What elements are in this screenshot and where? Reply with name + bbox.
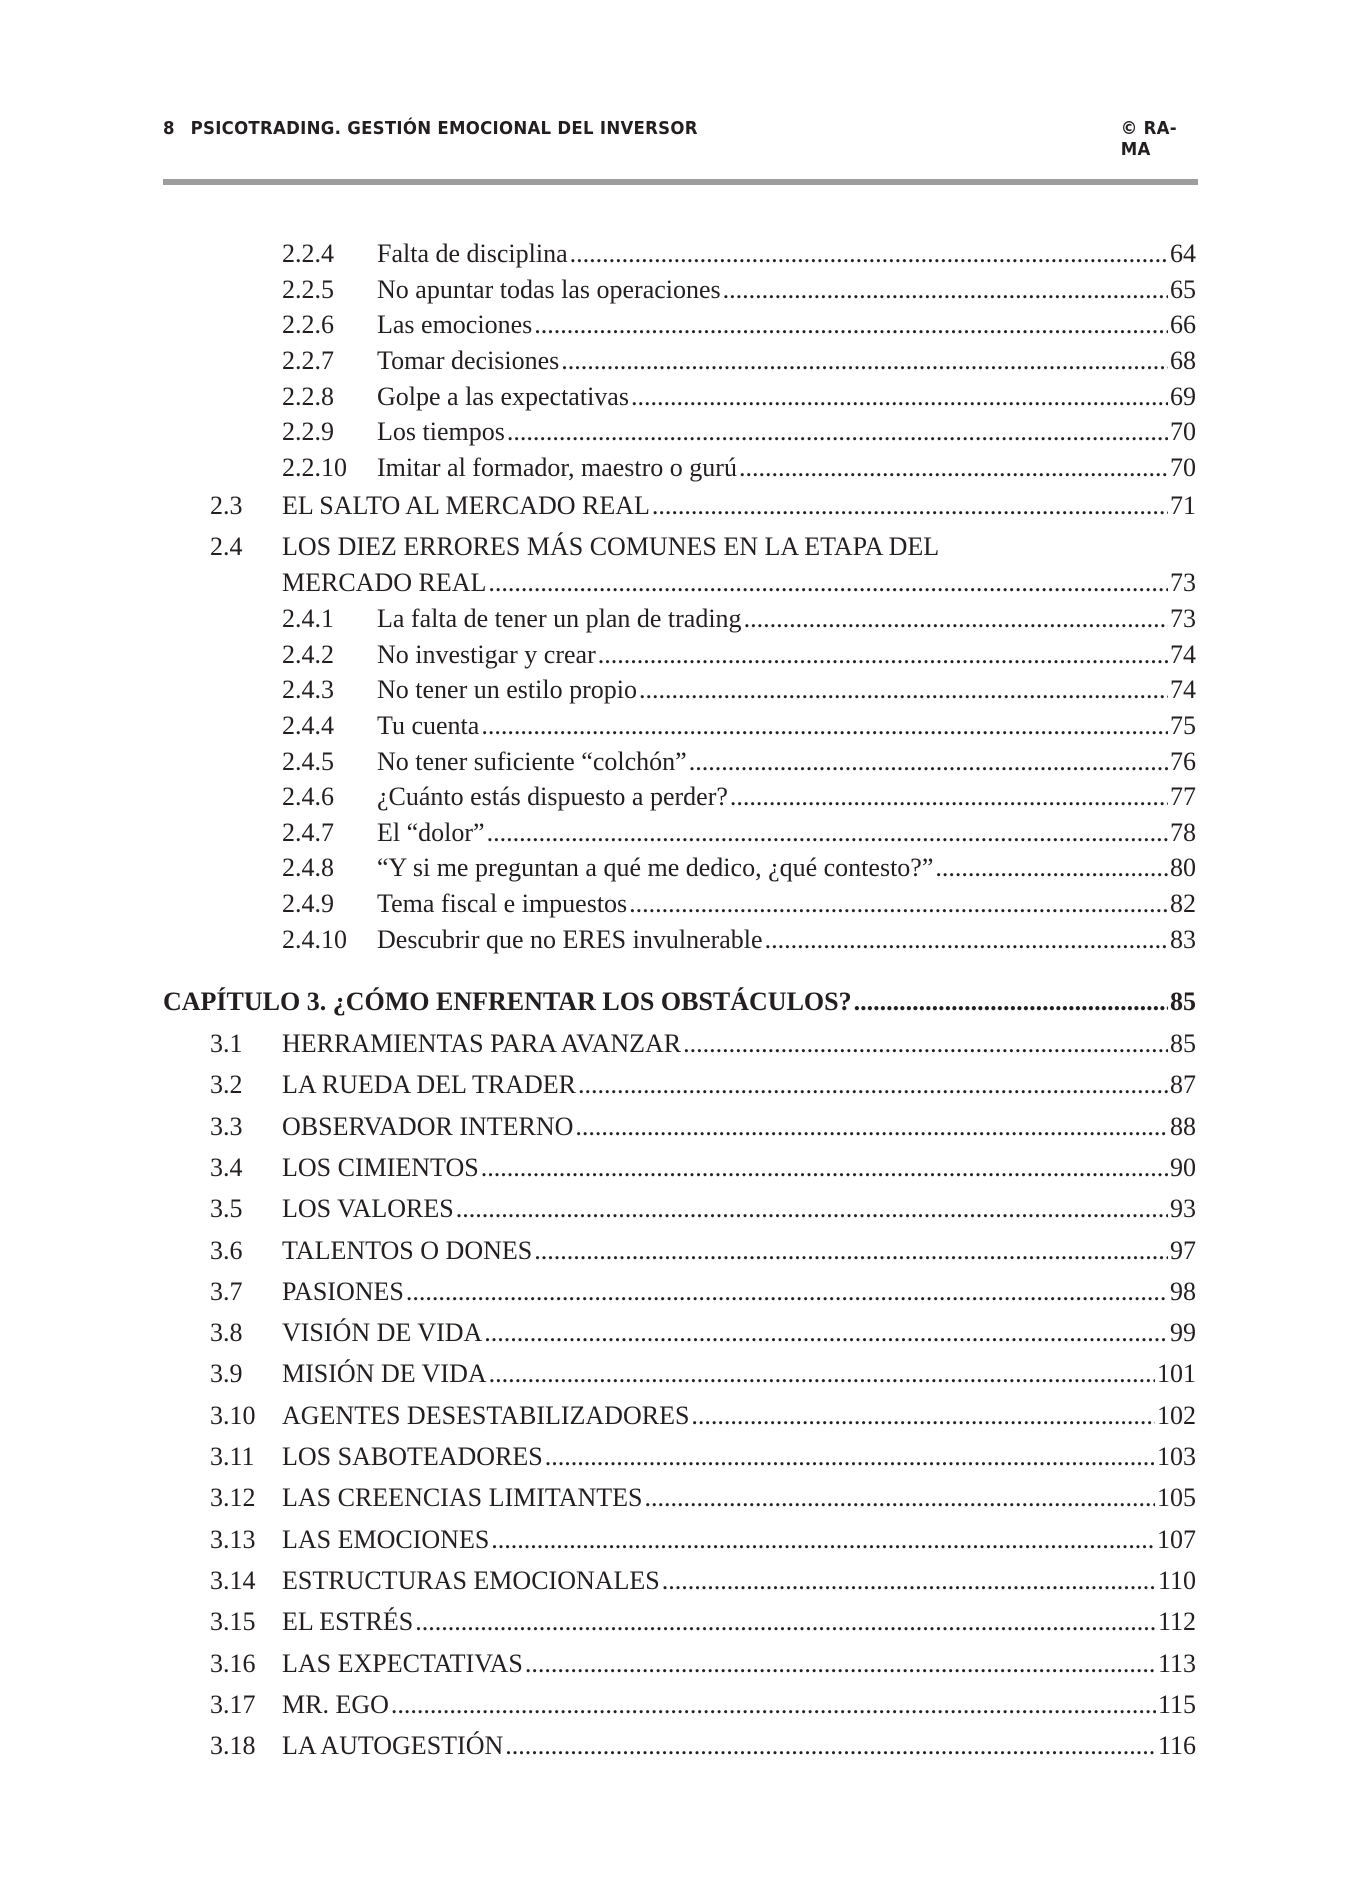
entry-title: El “dolor” xyxy=(377,818,485,847)
entry-page-number: 99 xyxy=(1170,1318,1196,1348)
entry-number: 3.7 xyxy=(210,1276,243,1306)
entry-number: 2.4.1 xyxy=(282,604,334,633)
entry-page-number: 70 xyxy=(1170,417,1196,446)
entry-title: MR. EGO xyxy=(282,1689,389,1719)
entry-number: 3.11 xyxy=(210,1442,255,1471)
entry-number: 2.4.4 xyxy=(282,711,334,740)
entry-page-number: 74 xyxy=(1170,640,1196,669)
entry-page-number: 83 xyxy=(1170,925,1196,954)
entry-number: 2.4.6 xyxy=(282,782,334,811)
entry-page-number: 105 xyxy=(1157,1483,1196,1513)
entry-number: 3.14 xyxy=(210,1565,256,1595)
dot-leader xyxy=(631,380,1168,414)
entry-page-number: 98 xyxy=(1170,1276,1196,1306)
dot-leader xyxy=(406,1275,1168,1309)
entry-title: Tomar decisiones xyxy=(377,346,560,375)
entry-number: 3.6 xyxy=(210,1235,243,1265)
entry-page-number: 64 xyxy=(1170,239,1196,268)
entry-number: 2.4.5 xyxy=(282,747,334,776)
entry-title: No apuntar todas las operaciones xyxy=(377,275,721,304)
dot-leader xyxy=(578,1068,1168,1102)
toc-entry-2-2-8 xyxy=(0,380,1346,414)
entry-page-number: 69 xyxy=(1170,382,1196,411)
entry-number: 3.1 xyxy=(210,1029,243,1058)
entry-page-number: 70 xyxy=(1170,453,1196,482)
entry-title: No investigar y crear xyxy=(377,640,596,669)
toc-entry-2-2-9 xyxy=(0,415,1346,449)
running-head xyxy=(163,118,1115,148)
entry-title: LOS CIMIENTOS xyxy=(282,1152,479,1182)
entry-number: 2.4.8 xyxy=(282,853,334,882)
toc-entry-3-15 xyxy=(0,1605,1346,1639)
dot-leader xyxy=(456,1192,1168,1226)
toc-entry-3-14 xyxy=(0,1564,1346,1598)
dot-leader xyxy=(629,887,1168,921)
dot-leader xyxy=(415,1605,1156,1639)
entry-number: 2.2.7 xyxy=(282,346,334,375)
dot-leader xyxy=(691,1399,1155,1433)
dot-leader xyxy=(723,273,1168,307)
dot-leader xyxy=(935,851,1168,885)
entry-page-number: 71 xyxy=(1170,491,1196,520)
toc-chapter-3 xyxy=(0,985,1346,1019)
dot-leader xyxy=(683,1027,1168,1061)
toc-entry-3-5 xyxy=(0,1192,1346,1226)
entry-title: Las emociones xyxy=(377,310,533,339)
toc-entry-2-4-4 xyxy=(0,709,1346,743)
toc-entry-3-9 xyxy=(0,1357,1346,1391)
toc-entry-3-6 xyxy=(0,1234,1346,1268)
entry-title: ESTRUCTURAS EMOCIONALES xyxy=(282,1565,660,1595)
entry-number: 2.4.9 xyxy=(282,889,334,918)
entry-title: LOS SABOTEADORES xyxy=(282,1442,543,1471)
entry-page-number: 85 xyxy=(1170,987,1196,1016)
entry-number: 2.4.10 xyxy=(282,925,347,954)
entry-title: Descubrir que no ERES invulnerable xyxy=(377,925,763,954)
entry-number: 2.2.10 xyxy=(282,453,347,482)
toc-entry-2-2-6 xyxy=(0,308,1346,342)
dot-leader xyxy=(391,1688,1156,1722)
entry-page-number: 73 xyxy=(1170,568,1196,597)
entry-page-number: 115 xyxy=(1157,1689,1196,1719)
entry-number: 2.2.5 xyxy=(282,275,334,304)
entry-title: No tener un estilo propio xyxy=(377,675,637,704)
entry-number: 3.3 xyxy=(210,1111,243,1141)
toc-entry-2-4 xyxy=(0,530,1346,564)
entry-number: 2.3 xyxy=(210,491,243,520)
entry-page-number: 90 xyxy=(1170,1152,1196,1182)
entry-title: Imitar al formador, maestro o gurú xyxy=(377,453,737,482)
toc-entry-3-11 xyxy=(0,1440,1346,1474)
toc-entry-2-4-8 xyxy=(0,851,1346,885)
dot-leader xyxy=(481,1151,1168,1185)
entry-page-number: 101 xyxy=(1157,1359,1196,1389)
entry-number: 3.8 xyxy=(210,1318,243,1348)
entry-title: La falta de tener un plan de trading xyxy=(377,604,742,633)
entry-title: AGENTES DESESTABILIZADORES xyxy=(282,1400,690,1430)
dot-leader xyxy=(545,1440,1155,1474)
toc-entry-2-4-3 xyxy=(0,673,1346,707)
entry-page-number: 66 xyxy=(1170,310,1196,339)
entry-title: LA RUEDA DEL TRADER xyxy=(282,1070,576,1100)
entry-title: LOS DIEZ ERRORES MÁS COMUNES EN LA ETAPA DEL xyxy=(282,532,940,561)
running-head-right xyxy=(1114,118,1204,160)
page-number: 8 xyxy=(163,118,175,139)
toc-entry-2-4-continued xyxy=(0,566,1346,600)
dot-leader xyxy=(534,308,1168,342)
entry-title: Golpe a las expectativas xyxy=(377,382,629,411)
entry-page-number: 78 xyxy=(1170,818,1196,847)
toc-entry-3-18 xyxy=(0,1729,1346,1763)
entry-title: No tener suficiente “colchón” xyxy=(377,747,687,776)
entry-page-number: 116 xyxy=(1157,1731,1196,1761)
entry-number: 2.2.6 xyxy=(282,310,334,339)
entry-page-number: 102 xyxy=(1157,1400,1196,1430)
entry-title: LAS EXPECTATIVAS xyxy=(282,1648,523,1678)
toc-entry-3-12 xyxy=(0,1481,1346,1515)
dot-leader xyxy=(507,415,1168,449)
entry-page-number: 74 xyxy=(1170,675,1196,704)
entry-page-number: 110 xyxy=(1157,1565,1196,1595)
toc-entry-3-4 xyxy=(0,1151,1346,1185)
toc-entry-3-1 xyxy=(0,1027,1346,1061)
entry-number: 3.4 xyxy=(210,1152,243,1182)
toc-entry-3-13 xyxy=(0,1523,1346,1557)
toc-entry-2-2-5 xyxy=(0,273,1346,307)
dot-leader xyxy=(505,1729,1156,1763)
dot-leader xyxy=(534,1234,1168,1268)
toc-entry-3-7 xyxy=(0,1275,1346,1309)
toc-entry-2-2-10 xyxy=(0,451,1346,485)
entry-page-number: 87 xyxy=(1170,1070,1196,1100)
dot-leader xyxy=(525,1647,1156,1681)
dot-leader xyxy=(561,344,1168,378)
entry-page-number: 80 xyxy=(1170,853,1196,882)
toc-entry-2-2-4 xyxy=(0,237,1346,271)
entry-number: 3.13 xyxy=(210,1524,256,1554)
dot-leader xyxy=(730,780,1168,814)
entry-page-number: 88 xyxy=(1170,1111,1196,1141)
dot-leader xyxy=(484,1316,1168,1350)
entry-number: 3.2 xyxy=(210,1070,243,1100)
dot-leader xyxy=(662,1564,1156,1598)
entry-title: Los tiempos xyxy=(377,417,505,446)
entry-title: PASIONES xyxy=(282,1276,404,1306)
entry-page-number: 75 xyxy=(1170,711,1196,740)
entry-title: LAS EMOCIONES xyxy=(282,1524,490,1554)
entry-number: 2.2.4 xyxy=(282,239,334,268)
toc-entry-2-4-10 xyxy=(0,923,1346,957)
entry-page-number: 85 xyxy=(1170,1029,1196,1058)
entry-title: VISIÓN DE VIDA xyxy=(282,1318,483,1348)
toc-entry-2-4-5 xyxy=(0,745,1346,779)
entry-page-number: 76 xyxy=(1170,747,1196,776)
dot-leader xyxy=(575,1110,1168,1144)
entry-page-number: 82 xyxy=(1170,889,1196,918)
entry-number: 3.18 xyxy=(210,1731,256,1761)
entry-page-number: 77 xyxy=(1170,782,1196,811)
entry-page-number: 112 xyxy=(1157,1607,1196,1637)
entry-number: 3.17 xyxy=(210,1689,256,1719)
dot-leader xyxy=(489,1357,1155,1391)
toc-entry-2-3 xyxy=(0,489,1346,523)
dot-leader xyxy=(854,985,1168,1019)
toc-entry-3-16 xyxy=(0,1647,1346,1681)
entry-number: 2.2.9 xyxy=(282,417,334,446)
entry-title: TALENTOS O DONES xyxy=(282,1235,533,1265)
dot-leader xyxy=(598,638,1168,672)
toc-entry-3-10 xyxy=(0,1399,1346,1433)
entry-title: Tema fiscal e impuestos xyxy=(377,889,628,918)
toc-entry-2-4-6 xyxy=(0,780,1346,814)
entry-page-number: 97 xyxy=(1170,1235,1196,1265)
entry-title: LOS VALORES xyxy=(282,1194,454,1224)
dot-leader xyxy=(644,1481,1155,1515)
entry-title: Falta de disciplina xyxy=(377,239,568,268)
dot-leader xyxy=(487,816,1168,850)
entry-page-number: 103 xyxy=(1157,1442,1196,1471)
dot-leader xyxy=(689,745,1168,779)
toc-entry-2-4-1 xyxy=(0,602,1346,636)
entry-page-number: 73 xyxy=(1170,604,1196,633)
entry-title: LA AUTOGESTIÓN xyxy=(282,1731,504,1761)
entry-title: “Y si me preguntan a qué me dedico, ¿qué contesto?” xyxy=(377,853,934,882)
entry-title: MISIÓN DE VIDA xyxy=(282,1359,487,1389)
header-rule xyxy=(163,179,1198,185)
entry-page-number: 68 xyxy=(1170,346,1196,375)
toc-entry-3-3 xyxy=(0,1110,1346,1144)
toc-entry-3-8 xyxy=(0,1316,1346,1350)
entry-page-number: 113 xyxy=(1157,1648,1196,1678)
dot-leader xyxy=(570,237,1168,271)
dot-leader xyxy=(744,602,1168,636)
entry-page-number: 107 xyxy=(1157,1524,1196,1554)
toc-entry-3-2 xyxy=(0,1068,1346,1102)
entry-title: Tu cuenta xyxy=(377,711,480,740)
entry-title: EL ESTRÉS xyxy=(282,1607,414,1637)
entry-title: LAS CREENCIAS LIMITANTES xyxy=(282,1483,643,1513)
entry-page-number: 93 xyxy=(1170,1194,1196,1224)
toc-entry-2-4-7 xyxy=(0,816,1346,850)
entry-number: 2.4 xyxy=(210,532,243,561)
dot-leader xyxy=(639,673,1168,707)
dot-leader xyxy=(488,566,1168,600)
entry-title: ¿Cuánto estás dispuesto a perder? xyxy=(377,782,728,811)
entry-title: OBSERVADOR INTERNO xyxy=(282,1111,574,1141)
toc-entry-2-4-2 xyxy=(0,638,1346,672)
entry-number: 2.4.2 xyxy=(282,640,334,669)
toc-entry-3-17 xyxy=(0,1688,1346,1722)
entry-page-number: 65 xyxy=(1170,275,1196,304)
entry-title: EL SALTO AL MERCADO REAL xyxy=(282,491,650,520)
entry-number: 3.12 xyxy=(210,1483,256,1513)
entry-title: CAPÍTULO 3. ¿CÓMO ENFRENTAR LOS OBSTÁCULOS? xyxy=(163,987,852,1016)
entry-number: 2.4.7 xyxy=(282,818,334,847)
entry-number: 2.2.8 xyxy=(282,382,334,411)
dot-leader xyxy=(739,451,1168,485)
toc-entry-2-4-9 xyxy=(0,887,1346,921)
book-title: PSICOTRADING. GESTIÓN EMOCIONAL DEL INVERSOR xyxy=(190,118,698,139)
entry-number: 3.10 xyxy=(210,1400,256,1430)
entry-number: 3.9 xyxy=(210,1359,243,1389)
entry-title: MERCADO REAL xyxy=(282,568,487,597)
dot-leader xyxy=(491,1523,1155,1557)
entry-number: 3.16 xyxy=(210,1648,256,1678)
publisher-mark: © RA-MA xyxy=(1120,118,1177,160)
dot-leader xyxy=(652,489,1168,523)
entry-number: 3.5 xyxy=(210,1194,243,1224)
entry-title: HERRAMIENTAS PARA AVANZAR xyxy=(282,1029,682,1058)
entry-number: 3.15 xyxy=(210,1607,256,1637)
toc-entry-2-2-7 xyxy=(0,344,1346,378)
dot-leader xyxy=(765,923,1168,957)
entry-number: 2.4.3 xyxy=(282,675,334,704)
dot-leader xyxy=(481,709,1168,743)
